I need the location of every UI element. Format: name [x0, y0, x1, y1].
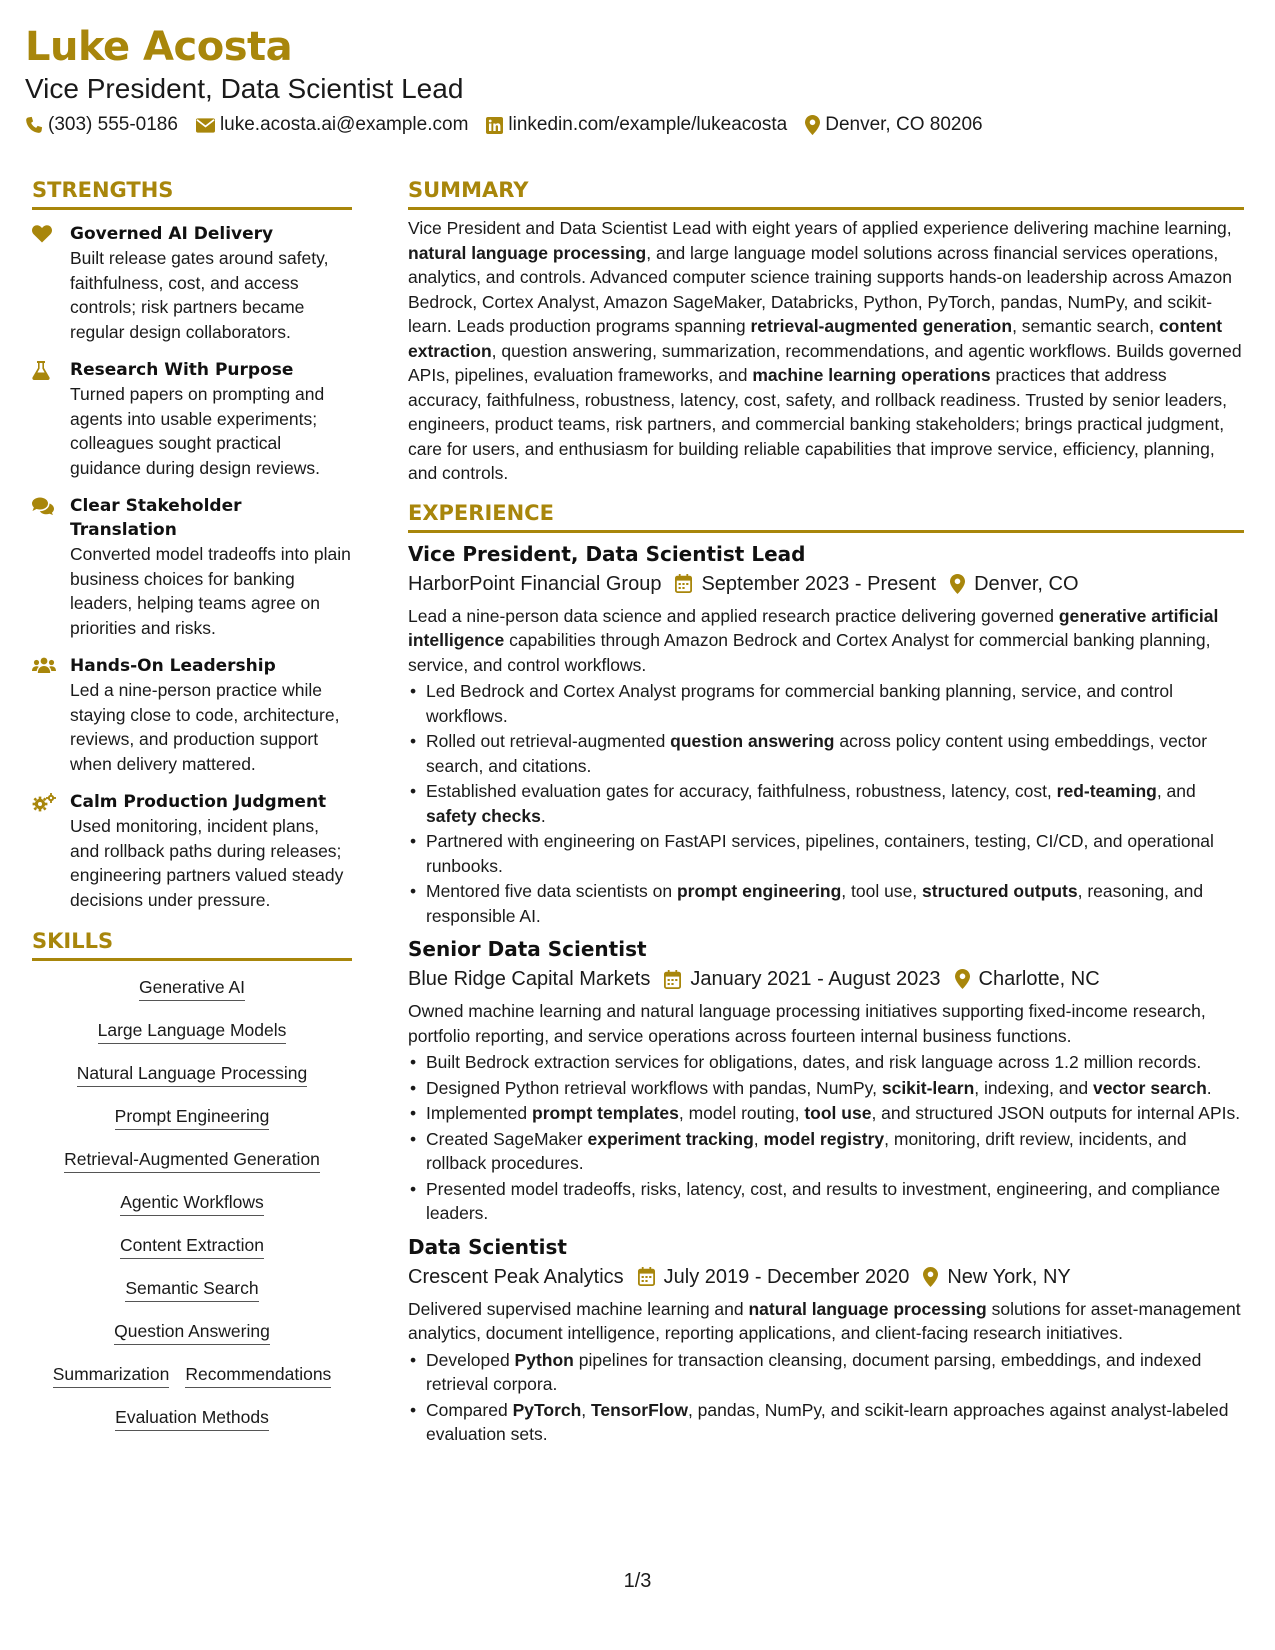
skill-tag: Agentic Workflows — [120, 1190, 264, 1216]
users-icon — [32, 657, 56, 674]
experience-list — [408, 539, 1244, 1447]
job-meta — [408, 964, 1244, 994]
text-run: solutions for asset-management analytics, document intelligence, reporting applications, and client-facing research initiatives. — [408, 1298, 1241, 1343]
bold-keyword: generative artificial intelligence — [408, 605, 1219, 650]
job-bullets — [408, 1050, 1244, 1226]
comments-icon — [32, 497, 54, 515]
text-run: , model routing, — [678, 1103, 805, 1123]
bullet-item — [408, 1101, 1244, 1126]
strengths-heading: STRENGTHS — [32, 175, 352, 210]
job-company: Crescent Peak Analytics — [408, 1265, 624, 1288]
map-marker-icon — [955, 969, 970, 989]
skill-row — [32, 1018, 352, 1044]
skill-row — [32, 1190, 352, 1216]
strength-desc: Converted model tradeoffs into plain business choices for banking leaders, helping teams agree on priorities and risks. — [70, 544, 351, 638]
strength-item — [32, 222, 352, 344]
bold-keyword: scikit-learn — [881, 1077, 975, 1098]
text-run: Developed — [426, 1349, 515, 1370]
strength-title: Clear Stakeholder Translation — [70, 496, 242, 540]
strength-title: Research With Purpose — [70, 360, 294, 380]
text-run: Owned machine learning and natural language processing initiatives supporting fixed-income research, portfolio reporting, and service operations across fourteen internal business functions. — [408, 1001, 1206, 1046]
text-run: Built Bedrock extraction services for obligations, dates, and risk language across 1.2 million records. — [426, 1052, 1202, 1072]
gears-icon — [32, 793, 56, 812]
bold-keyword: vector search — [1092, 1077, 1207, 1098]
text-run: , and structured JSON outputs for internal APIs. — [871, 1103, 1241, 1123]
map-marker-icon — [923, 1267, 938, 1287]
bullet-item — [408, 679, 1244, 728]
bold-keyword: experiment tracking — [587, 1128, 754, 1149]
contact-phone[interactable] — [25, 114, 178, 136]
bold-keyword: machine learning operations — [752, 365, 991, 385]
experience-heading: EXPERIENCE — [408, 498, 1244, 533]
job-dates: July 2019 - December 2020 — [638, 1262, 910, 1292]
text-run: Implemented — [426, 1103, 533, 1123]
resume-header — [25, 22, 1001, 136]
bold-keyword: retrieval-augmented generation — [750, 316, 1013, 336]
job-location: Denver, CO — [950, 569, 1078, 599]
candidate-title: Vice President, Data Scientist Lead — [25, 73, 464, 104]
job-dates: January 2021 - August 2023 — [664, 964, 940, 994]
bold-keyword: TensorFlow — [591, 1399, 688, 1420]
job-description — [408, 999, 1244, 1048]
linkedin-icon — [486, 117, 503, 134]
text-run: Compared — [426, 1399, 513, 1420]
text-run: , indexing, and — [974, 1077, 1093, 1098]
strength-desc: Used monitoring, incident plans, and rollback paths during releases; engineering partners valued steady decisions under pressure. — [70, 816, 344, 910]
contact-linkedin[interactable] — [486, 114, 787, 136]
bullet-item — [408, 1127, 1244, 1176]
skills-list — [32, 975, 352, 1431]
bold-keyword: Python — [514, 1349, 574, 1370]
bullet-item — [408, 1177, 1244, 1226]
skill-tag: Recommendations — [185, 1362, 331, 1388]
contact-email[interactable] — [196, 114, 468, 136]
skill-tag: Natural Language Processing — [77, 1061, 308, 1087]
bold-keyword: PyTorch — [512, 1399, 582, 1420]
bullet-item — [408, 1050, 1244, 1075]
bold-keyword: question answering — [670, 731, 835, 751]
skill-row — [32, 1319, 352, 1345]
left-column — [32, 175, 352, 1448]
bold-keyword: tool use — [804, 1103, 872, 1123]
strength-title: Hands-On Leadership — [70, 656, 276, 676]
strength-item — [32, 494, 352, 640]
text-run: Established evaluation gates for accuracy, faithfulness, robustness, latency, cost, — [426, 781, 1057, 801]
skill-row — [32, 975, 352, 1001]
skill-tag: Large Language Models — [98, 1018, 287, 1044]
skills-heading: SKILLS — [32, 926, 352, 961]
bullet-item — [408, 1348, 1244, 1397]
job-bullets — [408, 679, 1244, 928]
bold-keyword: model registry — [763, 1128, 885, 1149]
job-meta — [408, 569, 1244, 599]
skill-tag: Question Answering — [114, 1319, 270, 1345]
linkedin-text: linkedin.com/example/lukeacosta — [508, 114, 788, 135]
strength-desc: Turned papers on prompting and agents into usable experiments; colleagues sought practical guidance during design reviews. — [70, 384, 325, 478]
text-run: across policy content using embeddings, vector search, and citations. — [426, 731, 1208, 776]
job-meta — [408, 1262, 1244, 1292]
strength-item — [32, 358, 352, 480]
bullet-item — [408, 779, 1244, 828]
text-run: , reasoning, and responsible AI. — [426, 881, 1204, 926]
strength-title: Governed AI Delivery — [70, 224, 274, 244]
phone-icon — [25, 116, 43, 134]
skill-tag: Semantic Search — [125, 1276, 258, 1302]
right-column — [408, 175, 1244, 1448]
text-run: Partnered with engineering on FastAPI services, pipelines, containers, testing, CI/CD, and operational runbooks. — [426, 831, 1214, 876]
envelope-icon — [196, 118, 215, 133]
job-company: Blue Ridge Capital Markets — [408, 968, 651, 990]
strength-desc: Led a nine-person practice while staying close to code, architecture, reviews, and production support when delivery mattered. — [70, 680, 340, 774]
heart-icon — [32, 225, 52, 243]
job-entry — [408, 1232, 1244, 1447]
skill-tag: Content Extraction — [120, 1233, 264, 1259]
skill-row — [32, 1405, 352, 1431]
text-run: pipelines for transaction cleansing, document parsing, embeddings, and indexed retrieval corpora. — [426, 1349, 1202, 1394]
bold-keyword: structured outputs — [922, 881, 1078, 901]
skill-tag: Retrieval-Augmented Generation — [64, 1147, 320, 1173]
calendar-icon — [675, 574, 692, 593]
map-marker-icon — [805, 115, 820, 135]
text-run: Created SageMaker — [426, 1128, 588, 1149]
text-run: , — [581, 1399, 592, 1420]
job-title: Senior Data Scientist — [408, 937, 647, 961]
skill-row — [32, 1061, 352, 1087]
text-run: practices that address accuracy, faithfulness, robustness, latency, cost, safety, and rollback readiness. Trusted by senior leaders, engineers, product teams, risk partners, and commercial banking stakeholders; brings practical judgment, care for users, and enthusiasm for building reliable capabilities that improve service, efficiency, planning, and controls. — [408, 365, 1228, 483]
skill-row — [32, 1233, 352, 1259]
bullet-item — [408, 829, 1244, 878]
text-run: capabilities through Amazon Bedrock and Cortex Analyst for commercial banking planning, service, and control workflows. — [408, 630, 1211, 675]
bullet-item — [408, 879, 1244, 928]
text-run: Designed Python retrieval workflows with pandas, NumPy, — [426, 1077, 882, 1098]
email-text: luke.acosta.ai@example.com — [219, 114, 469, 135]
strengths-list — [32, 222, 352, 912]
summary-text — [408, 216, 1244, 486]
skill-row — [32, 1104, 352, 1130]
job-entry — [408, 539, 1244, 929]
text-run: , question answering, summarization, recommendations, and agentic workflows. Builds governed APIs, pipelines, evaluation frameworks, and — [408, 340, 1242, 385]
skill-tag: Prompt Engineering — [115, 1104, 270, 1130]
contact-bar — [25, 114, 1001, 136]
skill-row — [32, 1147, 352, 1173]
text-run: , semantic search, — [1012, 316, 1159, 336]
job-entry — [408, 934, 1244, 1226]
strength-desc: Built release gates around safety, faithfulness, cost, and access controls; risk partners became regular design collaborators. — [70, 248, 329, 342]
location-text: Denver, CO 80206 — [825, 114, 983, 135]
phone-text: (303) 555-0186 — [48, 114, 178, 135]
text-run: Vice President and Data Scientist Lead with eight years of applied experience delivering machine learning, — [408, 218, 1232, 238]
bold-keyword: red-teaming — [1056, 781, 1157, 801]
text-run: . — [540, 805, 546, 826]
text-run: , — [753, 1128, 764, 1149]
text-run: Presented model tradeoffs, risks, latency, cost, and results to investment, engineering, and compliance leaders. — [426, 1178, 1221, 1223]
bold-keyword: prompt templates — [532, 1103, 679, 1123]
job-dates: September 2023 - Present — [675, 569, 936, 599]
job-bullets — [408, 1348, 1244, 1447]
skill-tag: Summarization — [53, 1362, 170, 1388]
bold-keyword: natural language processing — [408, 242, 647, 263]
contact-location — [805, 114, 982, 136]
skill-tag: Generative AI — [139, 975, 245, 1001]
map-marker-icon — [950, 574, 965, 594]
bullet-item — [408, 1398, 1244, 1447]
text-run: Rolled out retrieval-augmented — [426, 731, 671, 751]
text-run: . — [1206, 1077, 1212, 1098]
text-run: Mentored five data scientists on — [426, 881, 677, 901]
job-title: Data Scientist — [408, 1234, 567, 1259]
job-title: Vice President, Data Scientist Lead — [408, 541, 806, 566]
skill-tag: Evaluation Methods — [115, 1405, 269, 1431]
bold-keyword: safety checks — [426, 805, 541, 826]
text-run: Lead a nine-person data science and applied research practice delivering governed — [408, 605, 1059, 626]
bold-keyword: prompt engineering — [676, 881, 842, 901]
job-description — [408, 1297, 1244, 1346]
skill-row — [32, 1276, 352, 1302]
bold-keyword: content extraction — [408, 316, 1223, 361]
text-run: , and — [1156, 781, 1196, 801]
text-run: , tool use, — [841, 881, 923, 901]
flask-icon — [32, 361, 50, 380]
strength-item — [32, 790, 352, 912]
strength-title: Calm Production Judgment — [70, 792, 327, 812]
job-location: Charlotte, NC — [955, 964, 1100, 994]
job-location: New York, NY — [923, 1262, 1070, 1292]
page-number: 1/3 — [623, 1570, 652, 1592]
strength-item — [32, 654, 352, 776]
text-run: , monitoring, drift review, incidents, and rollback procedures. — [426, 1128, 1187, 1173]
text-run: , and large language model solutions across financial services operations, analytics, and controls. Advanced computer science training supports hands-on leadership across Amazon Bedrock, Cortex Analyst, Amazon SageMaker, Databricks, Python, PyTorch, pandas, NumPy, and scikit-learn. Leads production programs spanning — [408, 242, 1232, 336]
summary-heading: SUMMARY — [408, 175, 1244, 210]
bold-keyword: natural language processing — [748, 1298, 987, 1319]
text-run: , pandas, NumPy, and scikit-learn approaches against analyst-labeled evaluation sets. — [426, 1399, 1229, 1444]
calendar-icon — [664, 970, 681, 989]
bullet-item — [408, 1076, 1244, 1101]
candidate-name: Luke Acosta — [25, 24, 293, 70]
job-company: HarborPoint Financial Group — [408, 572, 662, 595]
text-run: Led Bedrock and Cortex Analyst programs for commercial banking planning, service, and control workflows. — [426, 681, 1174, 726]
bullet-item — [408, 729, 1244, 778]
job-description — [408, 604, 1244, 678]
calendar-icon — [638, 1267, 655, 1286]
skill-row — [32, 1362, 352, 1388]
text-run: Delivered supervised machine learning and — [408, 1298, 749, 1319]
